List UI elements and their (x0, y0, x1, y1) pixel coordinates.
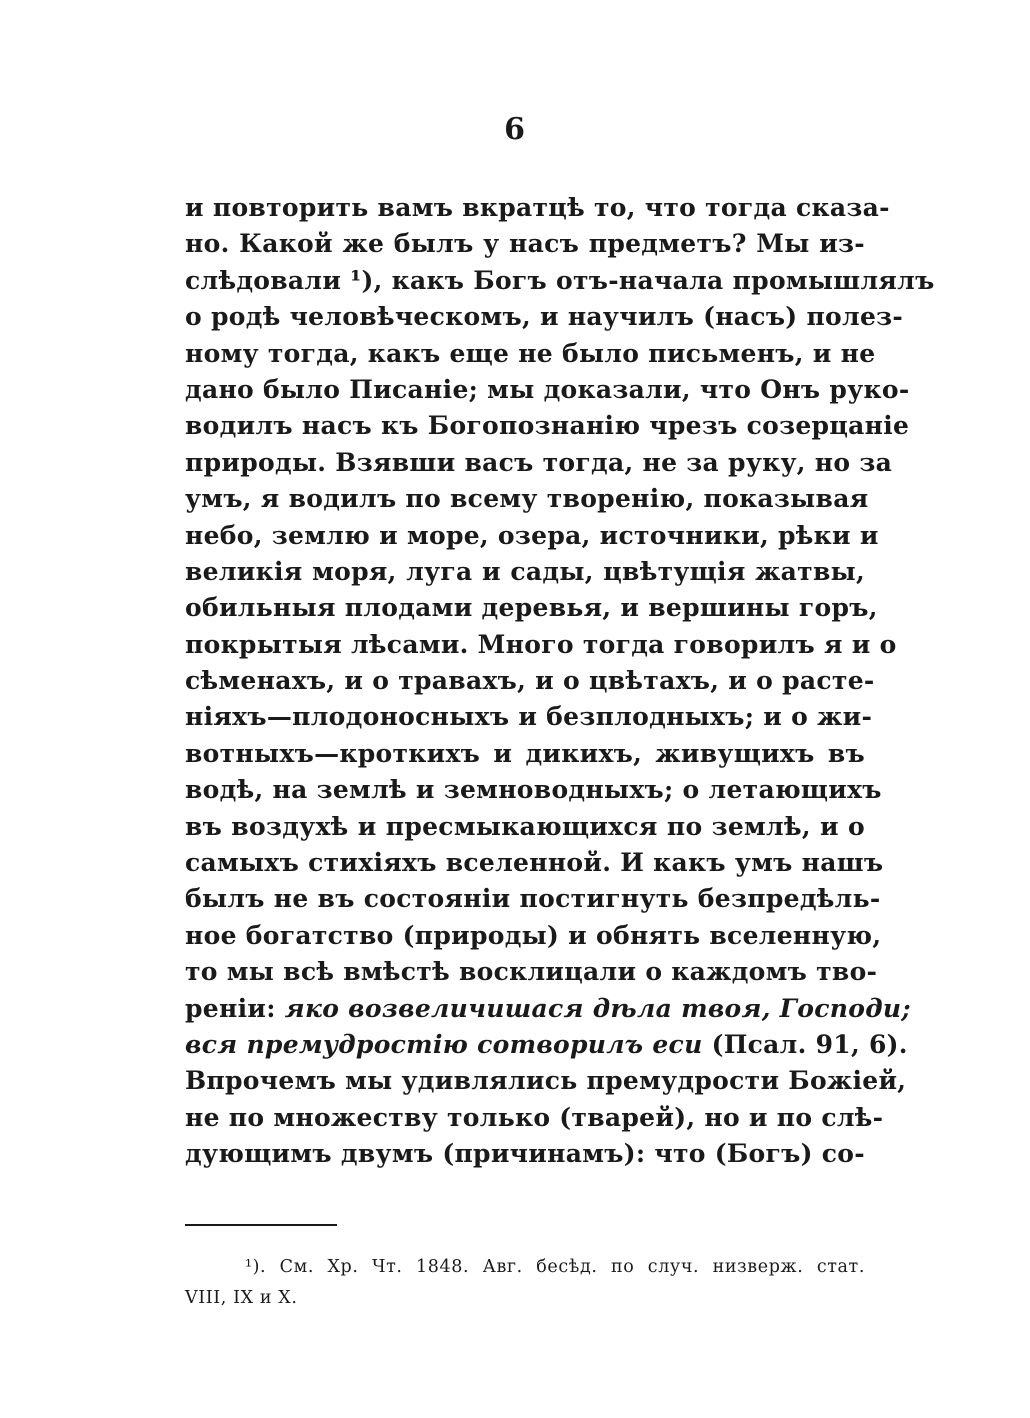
text-line: въ воздухѣ и пресмыкающихся по землѣ, и о (185, 811, 865, 841)
text-line: покрытыя лѣсами. Много тогда говорилъ я и о (185, 629, 897, 659)
text-line: не по множеству только (тварей), но и по слѣ- (185, 1102, 884, 1132)
text-line: водилъ насъ къ Богопознанію чрезъ созерцаніе (185, 411, 910, 441)
body-text (185, 190, 935, 1173)
text-line: ное богатство (природы) и обнять вселенную, (185, 920, 882, 950)
text-line-with-quote (185, 1027, 908, 1063)
quote-text: вся премудростію сотворилъ еси (185, 1029, 703, 1059)
text-line: Впрочемъ мы удивлялись премудрости Божіей, (185, 1066, 907, 1096)
text-line: небо, землю и море, озера, источники, рѣки и (185, 520, 879, 550)
quote-text: яко возвеличишася дѣла твоя, Господи; (284, 993, 911, 1023)
text-line: ніяхъ—плодоносныхъ и безплодныхъ; и о жи- (185, 702, 873, 732)
footnote (185, 1252, 865, 1314)
page-number: 6 (504, 112, 526, 147)
text-line: водѣ, на землѣ и земноводныхъ; о летающихъ (185, 775, 882, 805)
text-line: былъ не въ состояніи постигнуть безпредѣль- (185, 884, 881, 914)
footnote-divider (185, 1224, 337, 1226)
footnote-line: ¹). См. Хр. Чт. 1848. Авг. бесѣд. по случ. низверж. стат. (245, 1257, 865, 1277)
text-line: великія моря, луга и сады, цвѣтущія жатвы, (185, 556, 865, 586)
text-line: но. Какой же былъ у насъ предметъ? Мы из- (185, 229, 865, 259)
text-line: умъ, я водилъ по всему творенію, показывая (185, 484, 869, 514)
text-line: природы. Взявши васъ тогда, не за руку, но за (185, 447, 893, 477)
text-line: ному тогда, какъ еще не было письменъ, и не (185, 338, 876, 368)
text-line: о родѣ человѣческомъ, и научилъ (насъ) полез- (185, 302, 904, 332)
text-line-with-quote (185, 991, 911, 1027)
text-line: самыхъ стихіяхъ вселенной. И какъ умъ нашъ (185, 848, 884, 878)
text-line: дующимъ двумъ (причинамъ): что (Богъ) со- (185, 1139, 865, 1169)
scripture-reference: (Псал. 91, 6). (711, 1029, 908, 1059)
text-line: то мы всѣ вмѣстѣ восклицали о каждомъ тво- (185, 957, 878, 987)
text-line: дано было Писаніе; мы доказали, что Онъ руко- (185, 374, 910, 404)
text-fragment: реніи: (185, 993, 276, 1023)
text-line: и повторить вамъ вкратцѣ то, что тогда сказа- (185, 193, 890, 222)
footnote-line: VIII, IX и X. (185, 1288, 298, 1308)
text-line: обильныя плодами деревья, и вершины горъ, (185, 593, 878, 623)
text-line: вотныхъ—кроткихъ и дикихъ, живущихъ въ (185, 738, 865, 768)
text-line: сѣменахъ, и о травахъ, и о цвѣтахъ, и о расте- (185, 666, 875, 696)
text-line: слѣдовали ¹), какъ Богъ отъ-начала промышлялъ (185, 265, 935, 295)
